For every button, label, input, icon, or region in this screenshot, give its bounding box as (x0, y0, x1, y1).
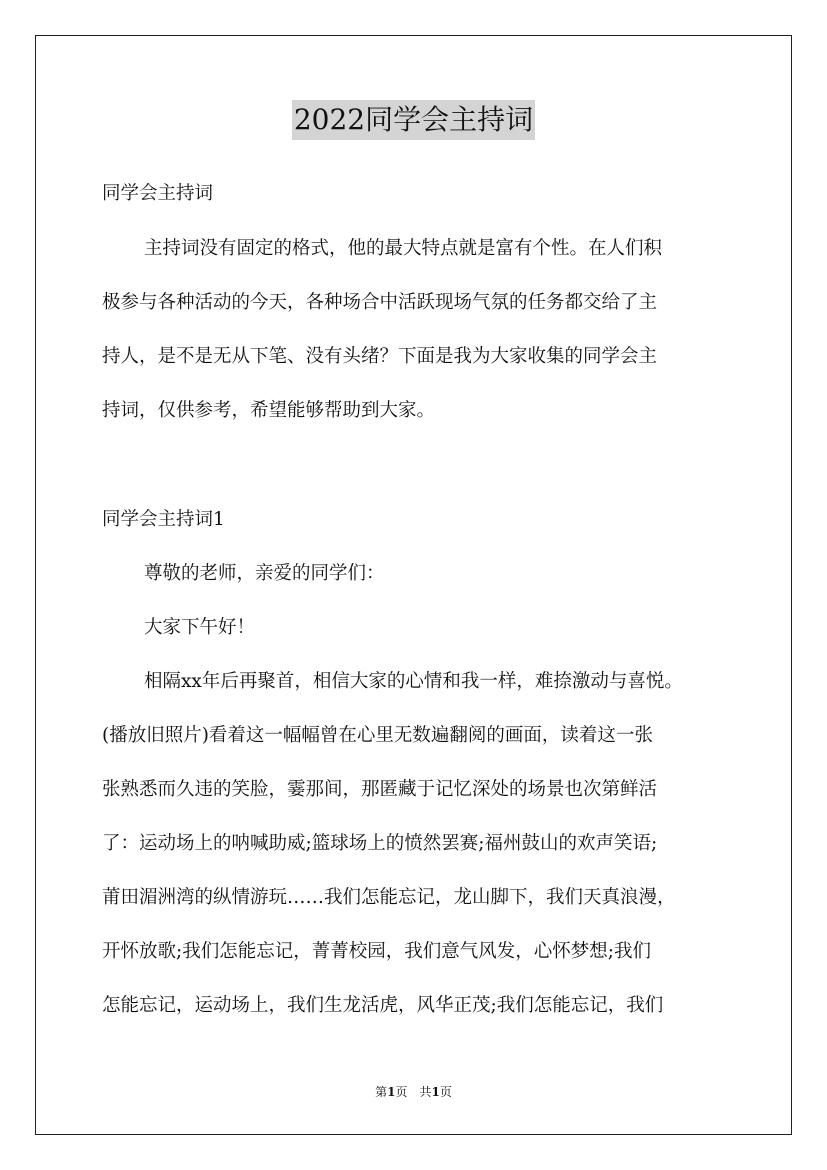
paragraph-line: 相隔xx年后再聚首，相信大家的心情和我一样，难捺激动与喜悦。 (144, 671, 683, 692)
paragraph-line: 持人，是不是无从下笔、没有头绪？下面是我为大家收集的同学会主 (102, 346, 658, 367)
paragraph-line: 持词，仅供参考，希望能够帮助到大家。 (102, 400, 436, 421)
footer-text: 页 (439, 1085, 452, 1099)
paragraph-line: 开怀放歌;我们怎能忘记，菁菁校园，我们意气风发，心怀梦想;我们 (102, 941, 651, 962)
page-footer (0, 1084, 827, 1100)
paragraph-line: 主持词没有固定的格式，他的最大特点就是富有个性。在人们积 (144, 238, 663, 259)
paragraph-line: 极参与各种活动的今天，各种场合中活跃现场气氛的任务都交给了主 (102, 292, 658, 313)
page-number: 1 (387, 1085, 396, 1099)
paragraph-line: 了：运动场上的呐喊助威;篮球场上的愤然罢赛;福州鼓山的欢声笑语; (102, 833, 658, 854)
document-title: 2022同学会主持词 (292, 100, 535, 140)
paragraph-line: 莆田湄洲湾的纵情游玩……我们怎能忘记，龙山脚下，我们天真浪漫， (102, 887, 676, 908)
paragraph-line: 张熟悉而久违的笑脸，霎那间，那匿藏于记忆深处的场景也次第鲜活 (102, 779, 658, 800)
footer-text: 页 共 (395, 1085, 432, 1099)
footer-text: 第 (375, 1085, 388, 1099)
paragraph-line: 怎能忘记，运动场上，我们生龙活虎，风华正茂;我们怎能忘记，我们 (102, 995, 664, 1016)
greeting-line: 尊敬的老师，亲爱的同学们： (144, 563, 385, 584)
greeting-line: 大家下午好！ (144, 617, 256, 638)
total-pages: 1 (431, 1085, 440, 1099)
section-heading: 同学会主持词 (102, 183, 214, 204)
title-container (0, 100, 827, 140)
paragraph-line: (播放旧照片)看着这一幅幅曾在心里无数遍翻阅的画面，读着这一张 (102, 725, 653, 746)
section-heading: 同学会主持词1 (102, 509, 225, 530)
